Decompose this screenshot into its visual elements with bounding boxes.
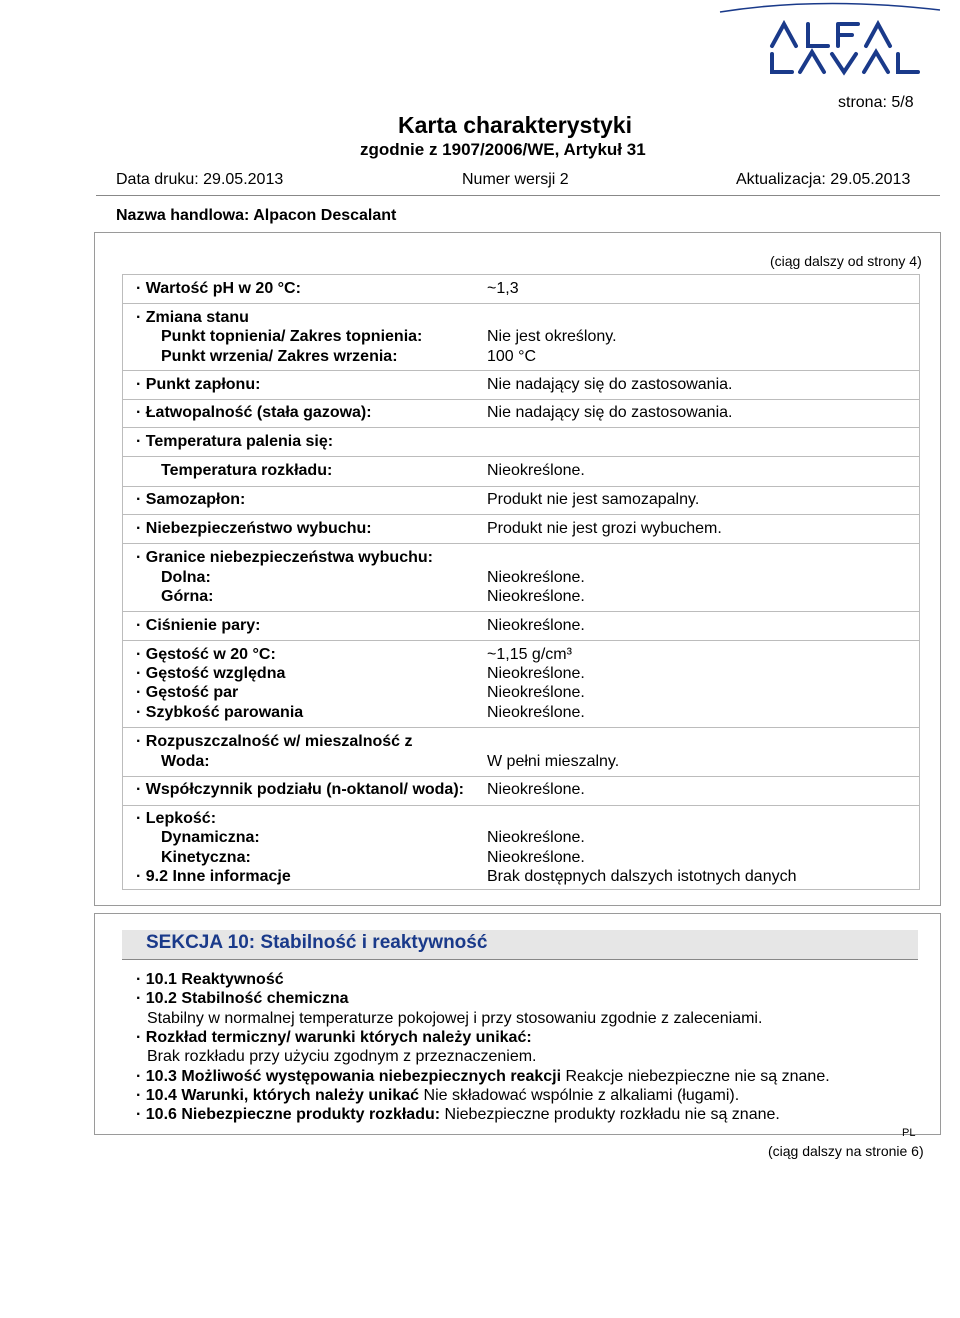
density-value: ~1,15 g/cm³	[487, 646, 572, 663]
alfa-laval-logo	[700, 0, 960, 80]
lower-limit-value: Nieokreślone.	[487, 569, 585, 586]
melting-point-label: Punkt topnienia/ Zakres topnienia:	[161, 328, 423, 345]
trade-name: Nazwa handlowa: Alpacon Descalant	[116, 207, 397, 224]
flammability-value: Nie nadający się do zastosowania.	[487, 404, 733, 421]
ignition-temperature-label: · Temperatura palenia się:	[136, 433, 334, 450]
row-divider	[122, 776, 920, 777]
row-divider	[122, 370, 920, 371]
relative-density-label: · Gęstość względna	[136, 665, 286, 682]
dynamic-viscosity-label: Dynamiczna:	[161, 829, 260, 846]
boiling-point-label: Punkt wrzenia/ Zakres wrzenia:	[161, 348, 398, 365]
row-divider	[122, 640, 920, 641]
chemical-stability-text: Stabilny w normalnej temperaturze pokojowej i przy stosowaniu zgodnie z zaleceniami.	[147, 1010, 763, 1027]
upper-limit-value: Nieokreślone.	[487, 588, 585, 605]
boiling-point-value: 100 °C	[487, 348, 537, 365]
hazardous-reactions-text: Reakcje niebezpieczne nie są znane.	[565, 1068, 830, 1085]
vapour-density-label: · Gęstość par	[136, 684, 239, 701]
evaporation-rate-label: · Szybkość parowania	[136, 704, 304, 721]
row-divider	[122, 303, 920, 304]
update-date: Aktualizacja: 29.05.2013	[736, 171, 911, 188]
row-divider	[122, 399, 920, 400]
relative-density-value: Nieokreślone.	[487, 665, 585, 682]
document-title: Karta charakterystyki	[398, 112, 632, 138]
water-label: Woda:	[161, 753, 210, 770]
viscosity-label: · Lepkość:	[136, 810, 217, 827]
chemical-stability-label: · 10.2 Stabilność chemiczna	[136, 990, 349, 1007]
conditions-to-avoid-text: Nie składować wspólnie z alkaliami (ługami).	[423, 1087, 740, 1104]
row-divider	[122, 486, 920, 487]
decomposition-temperature-value: Nieokreślone.	[487, 462, 585, 479]
thermal-decomposition-label: · Rozkład termiczny/ warunki których należy unikać:	[136, 1029, 532, 1046]
section-10-title: SEKCJA 10: Stabilność i reaktywność	[146, 932, 488, 953]
flammability-label: · Łatwopalność (stała gazowa):	[136, 404, 372, 421]
explosion-danger-label: · Niebezpieczeństwo wybuchu:	[136, 520, 372, 537]
row-divider	[122, 427, 920, 428]
flash-point-value: Nie nadający się do zastosowania.	[487, 376, 733, 393]
upper-limit-label: Górna:	[161, 588, 214, 605]
other-information-label: · 9.2 Inne informacje	[136, 868, 291, 885]
melting-point-value: Nie jest określony.	[487, 328, 617, 345]
dynamic-viscosity-value: Nieokreślone.	[487, 829, 585, 846]
continued-on: (ciąg dalszy na stronie 6)	[768, 1143, 924, 1159]
hazardous-reactions-label: · 10.3 Możliwość występowania niebezpiecznych reakcji	[136, 1068, 562, 1085]
row-divider	[122, 611, 920, 612]
partition-coefficient-value: Nieokreślone.	[487, 781, 585, 798]
vapour-density-value: Nieokreślone.	[487, 684, 585, 701]
page-number: strona: 5/8	[838, 94, 914, 111]
other-information-value: Brak dostępnych dalszych istotnych danych	[487, 868, 797, 885]
continued-from: (ciąg dalszy od strony 4)	[770, 253, 922, 269]
flash-point-label: · Punkt zapłonu:	[136, 376, 261, 393]
water-value: W pełni mieszalny.	[487, 753, 620, 770]
row-divider	[122, 514, 920, 515]
vapour-pressure-value: Nieokreślone.	[487, 617, 585, 634]
ph-label: · Wartość pH w 20 °C:	[136, 280, 301, 297]
document-subtitle: zgodnie z 1907/2006/WE, Artykuł 31	[360, 140, 646, 159]
kinematic-viscosity-label: Kinetyczna:	[161, 849, 251, 866]
solubility-label: · Rozpuszczalność w/ mieszalność z	[136, 733, 413, 750]
thermal-decomposition-text: Brak rozkładu przy użyciu zgodnym z przeznaczeniem.	[147, 1048, 537, 1065]
self-ignition-value: Produkt nie jest samozapalny.	[487, 491, 700, 508]
version-number: Numer wersji 2	[462, 171, 569, 188]
kinematic-viscosity-value: Nieokreślone.	[487, 849, 585, 866]
vapour-pressure-label: · Ciśnienie pary:	[136, 617, 261, 634]
row-divider	[122, 727, 920, 728]
evaporation-rate-value: Nieokreślone.	[487, 704, 585, 721]
reactivity-label: · 10.1 Reaktywność	[136, 971, 284, 988]
section-10-header	[122, 930, 918, 960]
self-ignition-label: · Samozapłon:	[136, 491, 246, 508]
row-divider	[122, 543, 920, 544]
decomposition-temperature-label: Temperatura rozkładu:	[161, 462, 333, 479]
state-change-label: · Zmiana stanu	[136, 309, 249, 326]
hazardous-reactions-row	[136, 1068, 830, 1086]
explosion-limits-label: · Granice niebezpieczeństwa wybuchu:	[136, 549, 433, 566]
row-divider	[122, 805, 920, 806]
conditions-to-avoid-label: · 10.4 Warunki, których należy unikać	[136, 1087, 420, 1104]
conditions-to-avoid-row	[136, 1087, 739, 1105]
decomposition-products-row	[136, 1106, 780, 1124]
header-divider	[96, 195, 940, 196]
lower-limit-label: Dolna:	[161, 569, 211, 586]
explosion-danger-value: Produkt nie jest grozi wybuchem.	[487, 520, 722, 537]
decomposition-products-label: · 10.6 Niebezpieczne produkty rozkładu:	[136, 1106, 441, 1123]
row-divider	[122, 456, 920, 457]
density-label: · Gęstość w 20 °C:	[136, 646, 276, 663]
decomposition-products-text: Niebezpieczne produkty rozkładu nie są znane.	[444, 1106, 780, 1123]
partition-coefficient-label: · Współczynnik podziału (n-oktanol/ woda):	[136, 781, 464, 798]
language-code: PL	[902, 1127, 916, 1139]
ph-value: ~1,3	[487, 280, 519, 297]
print-date: Data druku: 29.05.2013	[116, 171, 284, 188]
